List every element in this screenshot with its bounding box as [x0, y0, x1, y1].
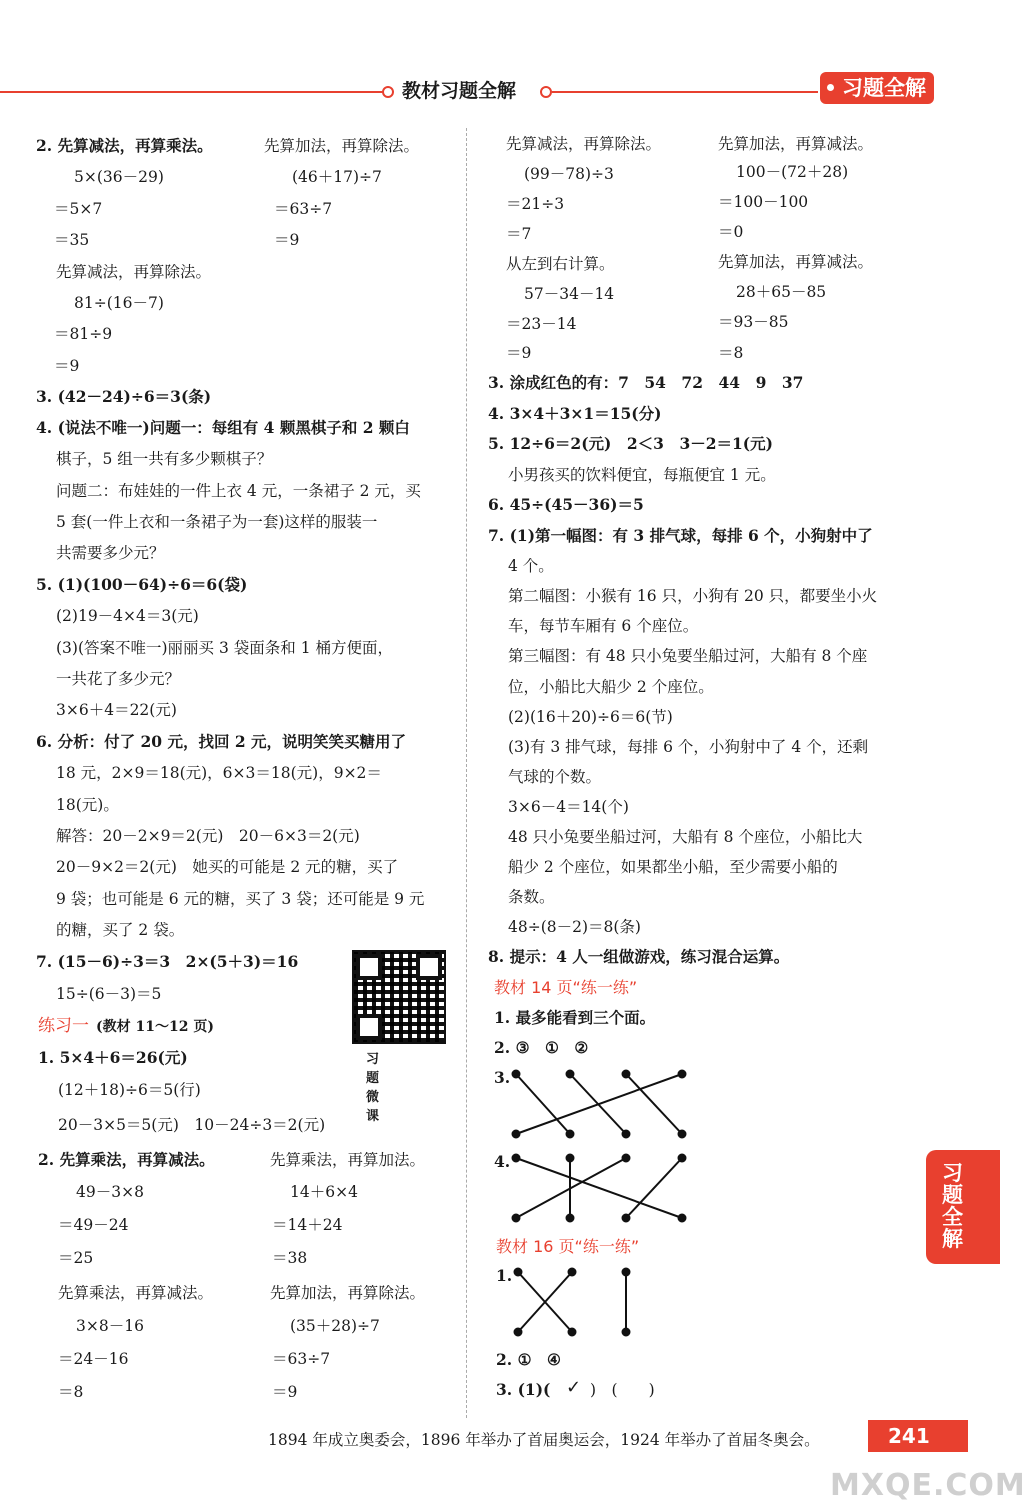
match-dot [567, 1215, 574, 1222]
section-title-p16: 教材 16 页“练一练” [496, 1237, 640, 1256]
p2-a1: 49－3×8 [76, 1183, 144, 1201]
p2-header-a: 2. 先算乘法，再算减法。 [38, 1150, 215, 1169]
q6-line4: 解答：20－2×9＝2(元) 20－6×3＝2(元) [56, 827, 360, 845]
q4-line2: 棋子，5 组一共有多少颗棋子？ [56, 450, 273, 468]
r-q7-line10: 3×6－4＝14(个) [508, 798, 629, 816]
p2-d-header: 先算加法，再算除法。 [270, 1284, 426, 1302]
r-q7-line1: 7. (1)第一幅图：有 3 排气球，每排 6 个，小狗射中了 [488, 526, 873, 545]
match-dot [623, 1215, 630, 1222]
check-mark-icon: ✓ [566, 1377, 582, 1398]
q2-b1: (46＋17)÷7 [292, 168, 382, 186]
match-dot [515, 1269, 522, 1276]
q2-a2: ＝5×7 [54, 200, 103, 218]
match-diagram-q4 [513, 1155, 686, 1222]
q2-header-a: 2. 先算减法，再算乘法。 [36, 136, 213, 155]
q2-a3: ＝35 [54, 231, 90, 249]
r-header3: 从左到右计算。 [506, 255, 615, 273]
r-q7-line6: 位，小船比大船少 2 个座位。 [508, 678, 714, 696]
q2-b2: ＝63÷7 [274, 200, 333, 218]
header-title: 教材习题全解 [402, 80, 517, 102]
r-header2: 先算加法，再算减法。 [718, 135, 874, 153]
s16-q2: 2. ① ④ [496, 1350, 561, 1369]
q2-a1: 5×(36－29) [74, 168, 164, 186]
p2-c2: ＝24－16 [58, 1350, 129, 1368]
r-c2: ＝23－14 [506, 315, 577, 333]
r-q7-line12: 船少 2 个座位，如果都坐小船，至少需要小船的 [508, 858, 838, 876]
match-dot [567, 1071, 574, 1078]
q2-c3: ＝9 [54, 357, 80, 375]
q6-line1: 6. 分析：付了 20 元，找回 2 元，说明笑笑买糖用了 [36, 732, 407, 751]
r-q6: 6. 45÷(45－36)＝5 [488, 495, 644, 514]
r-q5-line1: 5. 12÷6＝2(元) 2＜3 3－2＝1(元) [488, 434, 773, 453]
match-line [626, 1158, 682, 1218]
q5-line2: (2)19－4×4＝3(元) [56, 607, 199, 625]
match-dot [623, 1155, 630, 1162]
match-dot [569, 1329, 576, 1336]
q6-line3: 18(元)。 [56, 796, 119, 814]
r-q7-line8: (3)有 3 排气球，每排 6 个，小狗射中了 4 个，还剩 [508, 738, 869, 756]
s14-q2: 2. ③ ① ② [494, 1038, 589, 1057]
match-dot [513, 1155, 520, 1162]
r-q7-line14: 48÷(8－2)＝8(条) [508, 918, 641, 936]
header-badge: 习题全解 [820, 72, 934, 104]
r-q7-line11: 48 只小兔要坐船过河，大船有 8 个座位，小船比大 [508, 828, 863, 846]
section-title-p14: 教材 14 页“练一练” [494, 978, 638, 997]
p2-b1: 14＋6×4 [290, 1183, 358, 1201]
footer-note: 1894 年成立奥委会，1896 年举办了首届奥运会，1924 年举办了首届冬奥会。 [268, 1431, 820, 1449]
r-d3: ＝8 [718, 344, 744, 362]
p2-d1: (35＋28)÷7 [290, 1317, 380, 1335]
r-a1: (99－78)÷3 [524, 165, 614, 183]
practice-ref: (教材 11～12 页) [96, 1019, 214, 1035]
q2-c2: ＝81÷9 [54, 325, 113, 343]
q4-line1: 4. (说法不唯一)问题一：每组有 4 颗黑棋子和 2 颗白 [36, 418, 410, 437]
q6-line6: 9 袋；也可能是 6 元的糖，买了 3 袋；还可能是 9 元 [56, 890, 425, 908]
r-q7-line7: (2)(16＋20)÷6＝6(节) [508, 708, 673, 726]
match-dot [513, 1131, 520, 1138]
r-c1: 57－34－14 [524, 285, 615, 303]
p2-c3: ＝8 [58, 1383, 84, 1401]
match-diagram-q3 [513, 1071, 686, 1138]
p2-c1: 3×8－16 [76, 1317, 144, 1335]
qr-caption: 习题微课 [366, 1052, 380, 1124]
q4-line3: 问题二：布娃娃的一件上衣 4 元，一条裙子 2 元，买 [56, 482, 421, 500]
match-line [516, 1074, 682, 1134]
q2-header-b: 先算加法，再算除法。 [264, 137, 420, 155]
s14-q1: 1. 最多能看到三个面。 [494, 1008, 656, 1027]
q6-line2: 18 元，2×9＝18(元)，6×3＝18(元)，9×2＝ [56, 764, 382, 782]
r-q3: 3. 涂成红色的有：7 54 72 44 9 37 [488, 373, 804, 392]
r-q4: 4. 3×4＋3×1＝15(分) [488, 404, 662, 423]
match-dot [567, 1131, 574, 1138]
p2-a3: ＝25 [58, 1249, 94, 1267]
r-b1: 100－(72＋28) [736, 163, 849, 181]
q5-line5: 3×6＋4＝22(元) [56, 701, 177, 719]
s14-q3-label: 3. [494, 1068, 511, 1087]
p1-line2: (12＋18)÷6＝5(行) [58, 1081, 201, 1099]
r-q5-line2: 小男孩买的饮料便宜，每瓶便宜 1 元。 [508, 466, 776, 484]
p1-line3: 20－3×5＝5(元) 10－24÷3＝2(元) [58, 1116, 326, 1134]
q2-c1: 81÷(16－7) [74, 294, 164, 312]
match-dot [515, 1329, 522, 1336]
match-line [516, 1158, 682, 1218]
p2-b2: ＝14＋24 [272, 1216, 343, 1234]
p2-header-b: 先算乘法，再算加法。 [270, 1151, 426, 1169]
q5-line3: (3)(答案不唯一)丽丽买 3 袋面条和 1 桶方便面， [56, 639, 393, 657]
r-q8: 8. 提示：4 人一组做游戏，练习混合运算。 [488, 947, 790, 966]
match-dot [623, 1269, 630, 1276]
s16-q3-a: 3. (1)( [496, 1380, 551, 1399]
r-q7-line2: 4 个。 [508, 557, 554, 575]
r-c3: ＝9 [506, 344, 532, 362]
s14-q4-label: 4. [494, 1152, 511, 1171]
side-tab-label: 习题全解 [942, 1161, 963, 1251]
r-header1: 先算减法，再算除法。 [506, 135, 662, 153]
practice-title: 练习一 [38, 1016, 89, 1036]
s16-q3-b: ) ( ) [590, 1381, 655, 1399]
p2-c-header: 先算乘法，再算减法。 [58, 1284, 214, 1302]
r-q7-line4: 车，每节车厢有 6 个座位。 [508, 617, 699, 635]
r-q7-line13: 条数。 [508, 888, 555, 906]
r-q7-line5: 第三幅图：有 48 只小兔要坐船过河，大船有 8 个座 [508, 647, 868, 665]
q2-c-header: 先算减法，再算除法。 [56, 263, 212, 281]
match-diagram-p16 [515, 1269, 630, 1336]
r-a2: ＝21÷3 [506, 195, 565, 213]
watermark: MXQE.COM [830, 1468, 1026, 1503]
p1-line1: 1. 5×4＋6＝26(元) [38, 1048, 188, 1067]
page-number: 241 [868, 1420, 968, 1452]
p2-d2: ＝63÷7 [272, 1350, 331, 1368]
p2-a2: ＝49－24 [58, 1216, 129, 1234]
s16-q1-label: 1. [496, 1266, 513, 1285]
r-b3: ＝0 [718, 223, 744, 241]
p2-d3: ＝9 [272, 1383, 298, 1401]
match-dot [623, 1329, 630, 1336]
match-dot [679, 1071, 686, 1078]
r-q7-line9: 气球的个数。 [508, 768, 602, 786]
match-dot [679, 1131, 686, 1138]
r-q7-line3: 第二幅图：小猴有 16 只，小狗有 20 只，都要坐小火 [508, 587, 878, 605]
q3-answer: 3. (42－24)÷6＝3(条) [36, 387, 212, 406]
match-dot [567, 1155, 574, 1162]
side-tab[interactable] [926, 1150, 1000, 1264]
q7-line2: 15÷(6－3)＝5 [56, 985, 162, 1003]
match-dot [623, 1071, 630, 1078]
r-header4: 先算加法，再算减法。 [718, 253, 874, 271]
q7-line1: 7. (15－6)÷3＝3 2×(5＋3)＝16 [36, 952, 299, 971]
match-dot [569, 1269, 576, 1276]
match-dot [513, 1215, 520, 1222]
match-dot [679, 1215, 686, 1222]
match-dot [513, 1071, 520, 1078]
match-dot [679, 1155, 686, 1162]
q6-line7: 的糖，买了 2 袋。 [56, 921, 185, 939]
r-d2: ＝93－85 [718, 313, 789, 331]
match-line [626, 1074, 682, 1134]
r-a3: ＝7 [506, 225, 532, 243]
match-dot [623, 1131, 630, 1138]
r-b2: ＝100－100 [718, 193, 809, 211]
p2-b3: ＝38 [272, 1249, 308, 1267]
r-d1: 28＋65－85 [736, 283, 827, 301]
q2-b3: ＝9 [274, 231, 300, 249]
q5-line4: 一共花了多少元？ [56, 670, 181, 688]
q4-line5: 共需要多少元？ [56, 544, 165, 562]
q6-line5: 20－9×2＝2(元) 她买的可能是 2 元的糖，买了 [56, 858, 399, 876]
q5-line1: 5. (1)(100－64)÷6＝6(袋) [36, 575, 248, 594]
q4-line4: 5 套(一件上衣和一条裙子为一套)这样的服装一 [56, 513, 378, 531]
